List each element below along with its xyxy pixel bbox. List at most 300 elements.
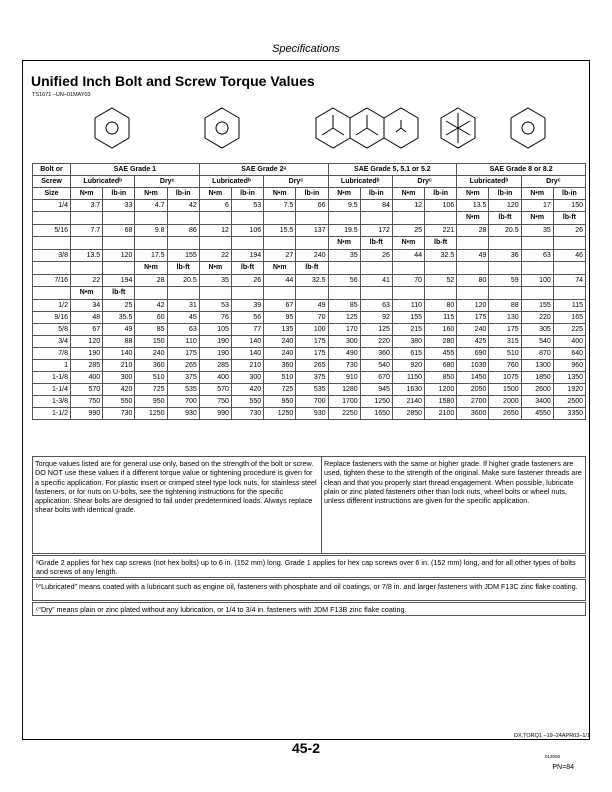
- torque-value: 930: [167, 408, 199, 420]
- bolt-size: 5/16: [33, 225, 71, 237]
- lubricated-header: Lubricatedᵇ: [71, 176, 135, 188]
- table-row: [33, 360, 586, 372]
- torque-value: 17: [521, 200, 553, 212]
- torque-value: 32.5: [296, 275, 328, 287]
- blank-cell: [328, 262, 360, 275]
- torque-value: 2600: [521, 384, 553, 396]
- torque-value: 13.5: [457, 200, 489, 212]
- torque-value: 13.5: [71, 250, 103, 262]
- footer-code: DX,TORQ1 –19–24APR03–1/1: [513, 733, 590, 739]
- table-row: [33, 275, 586, 287]
- grade-header: SAE Grade 2ᵃ: [199, 164, 328, 176]
- bolt-size: 1-3/8: [33, 396, 71, 408]
- torque-value: 535: [296, 384, 328, 396]
- torque-value: 510: [135, 372, 167, 384]
- torque-value: 115: [553, 300, 585, 312]
- torque-value: 2700: [457, 396, 489, 408]
- torque-value: 950: [264, 396, 296, 408]
- blank-cell: [264, 287, 296, 300]
- torque-value: 570: [199, 384, 231, 396]
- torque-value: 730: [328, 360, 360, 372]
- torque-value: 125: [360, 324, 392, 336]
- torque-value: 305: [521, 324, 553, 336]
- torque-value: 1250: [360, 396, 392, 408]
- torque-value: 120: [489, 200, 521, 212]
- torque-value: 670: [360, 372, 392, 384]
- torque-value: 172: [360, 225, 392, 237]
- table-row: [33, 300, 586, 312]
- grade5-bolt-head-icon: [316, 108, 350, 148]
- torque-value: 140: [103, 348, 135, 360]
- torque-value: 360: [360, 348, 392, 360]
- blank-cell: [521, 262, 553, 275]
- torque-value: 690: [457, 348, 489, 360]
- dry-header: Dryᶜ: [135, 176, 199, 188]
- blank-cell: [457, 262, 489, 275]
- unit-header: lb-in: [231, 188, 263, 200]
- torque-value: 910: [328, 372, 360, 384]
- torque-value: 170: [328, 324, 360, 336]
- bolt-size: 1-1/8: [33, 372, 71, 384]
- torque-value: 240: [135, 348, 167, 360]
- torque-value: 2140: [392, 396, 424, 408]
- torque-value: 135: [264, 324, 296, 336]
- lubricated-header: Lubricatedᵇ: [457, 176, 521, 188]
- torque-value: 700: [296, 396, 328, 408]
- torque-value: 48: [71, 312, 103, 324]
- grade5-2-bolt-head-icon: [384, 108, 418, 148]
- torque-value: 100: [521, 275, 553, 287]
- bolt-size: 7/16: [33, 275, 71, 287]
- blank-cell: [135, 287, 167, 300]
- unit-change-label: N•m: [264, 262, 296, 275]
- torque-value: 155: [521, 300, 553, 312]
- torque-value: 88: [103, 336, 135, 348]
- dry-header: Dryᶜ: [264, 176, 328, 188]
- torque-value: 220: [521, 312, 553, 324]
- torque-value: 2100: [425, 408, 457, 420]
- torque-value: 1280: [328, 384, 360, 396]
- torque-value: 3400: [521, 396, 553, 408]
- torque-value: 60: [135, 312, 167, 324]
- unit-header: N•m: [264, 188, 296, 200]
- torque-value: 42: [135, 300, 167, 312]
- torque-value: 2250: [328, 408, 360, 420]
- general-notes: [32, 456, 586, 554]
- torque-value: 550: [103, 396, 135, 408]
- torque-value: 85: [328, 300, 360, 312]
- torque-value: 120: [71, 336, 103, 348]
- torque-value: 425: [457, 336, 489, 348]
- table-row: [33, 348, 586, 360]
- torque-value: 35: [328, 250, 360, 262]
- blank-cell: [135, 212, 167, 225]
- torque-value: 1250: [264, 408, 296, 420]
- torque-value: 615: [392, 348, 424, 360]
- grade8-2-bolt-head-icon: [511, 108, 545, 148]
- torque-value: 2500: [553, 396, 585, 408]
- torque-value: 420: [231, 384, 263, 396]
- page-title: Unified Inch Bolt and Screw Torque Values: [31, 73, 315, 89]
- footnote-a: ᵃGrade 2 applies for hex cap screws (not hex bolts) up to 6 in. (152 mm) long. Grade 1 applies for hex cap screws over 6 in. (152 mm) long, and for all other types of bolts and screws of any length.: [32, 555, 586, 578]
- torque-value: 137: [296, 225, 328, 237]
- blank-cell: [231, 287, 263, 300]
- unit-change-label: N•m: [392, 237, 424, 250]
- torque-value: 6: [199, 200, 231, 212]
- unit-change-label: N•m: [135, 262, 167, 275]
- torque-value: 115: [425, 312, 457, 324]
- torque-value: 540: [360, 360, 392, 372]
- bolt-size: 1: [33, 360, 71, 372]
- torque-value: 31: [167, 300, 199, 312]
- torque-value: 700: [167, 396, 199, 408]
- blank-cell: [199, 212, 231, 225]
- torque-value: 175: [489, 324, 521, 336]
- torque-value: 70: [296, 312, 328, 324]
- torque-value: 110: [167, 336, 199, 348]
- unit-change-row: [33, 287, 586, 300]
- torque-value: 760: [489, 360, 521, 372]
- torque-value: 1450: [457, 372, 489, 384]
- torque-value: 490: [328, 348, 360, 360]
- torque-value: 12: [199, 225, 231, 237]
- torque-value: 49: [103, 324, 135, 336]
- torque-value: 221: [425, 225, 457, 237]
- blank-cell: [296, 287, 328, 300]
- section-header: Specifications: [272, 43, 340, 55]
- blank-cell: [521, 237, 553, 250]
- table-row: [33, 408, 586, 420]
- torque-value: 300: [103, 372, 135, 384]
- blank-cell: [33, 287, 71, 300]
- torque-value: 120: [457, 300, 489, 312]
- torque-value: 375: [167, 372, 199, 384]
- blank-cell: [167, 287, 199, 300]
- torque-value: 1580: [425, 396, 457, 408]
- bolt-size: 7/8: [33, 348, 71, 360]
- note-general-use: Torque values listed are for general use only, based on the strength of the bolt or screw. DO NOT use these values if a different torque value or tightening procedure is given for a specific application. For plastic insert or crimped steel type lock nuts, for stainless steel fasteners, or for nuts on U-bolts, see the tightening instructions for the specific application. Shear bolts are designed to fail under predetermined loads. Always replace shear bolts with identical grade.: [35, 459, 317, 515]
- torque-value: 570: [71, 384, 103, 396]
- grade8-bolt-head-icon: [441, 108, 475, 148]
- torque-value: 990: [71, 408, 103, 420]
- torque-value: 110: [392, 300, 424, 312]
- torque-value: 22: [71, 275, 103, 287]
- unit-change-label: lb-ft: [553, 212, 585, 225]
- unit-header: lb-in: [425, 188, 457, 200]
- torque-value: 105: [199, 324, 231, 336]
- torque-value: 730: [231, 408, 263, 420]
- torque-value: 400: [199, 372, 231, 384]
- torque-value: 106: [425, 200, 457, 212]
- torque-value: 49: [296, 300, 328, 312]
- torque-value: 67: [71, 324, 103, 336]
- table-row: [33, 324, 586, 336]
- blank-cell: [392, 212, 424, 225]
- torque-value: 1030: [457, 360, 489, 372]
- torque-value: 39: [231, 300, 263, 312]
- bolt-size: 3/4: [33, 336, 71, 348]
- torque-value: 455: [425, 348, 457, 360]
- blank-cell: [457, 287, 489, 300]
- reference-code: TS1671 –UN–01MAY03: [32, 92, 91, 98]
- torque-value: 950: [135, 396, 167, 408]
- blank-cell: [425, 262, 457, 275]
- torque-value: 46: [553, 250, 585, 262]
- blank-cell: [296, 237, 328, 250]
- blank-cell: [489, 237, 521, 250]
- torque-value: 35: [521, 225, 553, 237]
- blank-cell: [489, 262, 521, 275]
- torque-value: 280: [425, 336, 457, 348]
- torque-value: 12: [392, 200, 424, 212]
- torque-value: 150: [553, 200, 585, 212]
- torque-value: 100: [296, 324, 328, 336]
- unit-change-label: lb-ft: [489, 212, 521, 225]
- torque-value: 74: [553, 275, 585, 287]
- unit-change-label: lb-ft: [231, 262, 263, 275]
- notes-divider: [321, 457, 322, 553]
- torque-value: 130: [489, 312, 521, 324]
- torque-value: 49: [457, 250, 489, 262]
- bolt-size: 1/2: [33, 300, 71, 312]
- torque-value: 990: [199, 408, 231, 420]
- unit-change-label: N•m: [328, 237, 360, 250]
- unit-header: N•m: [135, 188, 167, 200]
- torque-value: 1650: [360, 408, 392, 420]
- blank-cell: [231, 237, 263, 250]
- blank-cell: [71, 237, 103, 250]
- blank-cell: [103, 237, 135, 250]
- torque-value: 36: [489, 250, 521, 262]
- blank-cell: [103, 262, 135, 275]
- bolt-size: 9/16: [33, 312, 71, 324]
- torque-value: 730: [103, 408, 135, 420]
- torque-value: 76: [199, 312, 231, 324]
- torque-value: 360: [264, 360, 296, 372]
- pn-label: PN=84: [552, 764, 574, 771]
- page-number: 45-2: [291, 740, 321, 756]
- torque-value: 1300: [521, 360, 553, 372]
- torque-value: 45: [167, 312, 199, 324]
- torque-value: 32.5: [425, 250, 457, 262]
- torque-value: 510: [264, 372, 296, 384]
- blank-cell: [328, 212, 360, 225]
- torque-value: 120: [103, 250, 135, 262]
- torque-value: 88: [489, 300, 521, 312]
- grade1-bolt-head-icon: [95, 108, 129, 148]
- torque-value: 26: [360, 250, 392, 262]
- torque-value: 26: [231, 275, 263, 287]
- torque-value: 285: [199, 360, 231, 372]
- torque-value: 210: [231, 360, 263, 372]
- torque-value: 920: [392, 360, 424, 372]
- header-row-units: [33, 188, 586, 200]
- blank-cell: [199, 237, 231, 250]
- torque-value: 1250: [135, 408, 167, 420]
- col-head-bolt: Bolt or: [33, 164, 71, 176]
- blank-cell: [264, 237, 296, 250]
- torque-value: 210: [103, 360, 135, 372]
- torque-value: 360: [135, 360, 167, 372]
- torque-value: 84: [360, 200, 392, 212]
- torque-value: 66: [296, 200, 328, 212]
- blank-cell: [553, 237, 585, 250]
- blank-cell: [489, 287, 521, 300]
- torque-value: 265: [167, 360, 199, 372]
- torque-value: 265: [296, 360, 328, 372]
- table-row: [33, 372, 586, 384]
- torque-value: 140: [231, 336, 263, 348]
- unit-header: N•m: [392, 188, 424, 200]
- torque-value: 640: [553, 348, 585, 360]
- torque-value: 175: [457, 312, 489, 324]
- torque-value: 2650: [489, 408, 521, 420]
- torque-value: 300: [328, 336, 360, 348]
- header-row-grades: [33, 164, 586, 176]
- torque-value: 1920: [553, 384, 585, 396]
- torque-value: 80: [425, 300, 457, 312]
- blank-cell: [360, 262, 392, 275]
- blank-cell: [392, 287, 424, 300]
- blank-cell: [296, 212, 328, 225]
- torque-value: 194: [231, 250, 263, 262]
- torque-value: 56: [231, 312, 263, 324]
- torque-value: 25: [392, 225, 424, 237]
- unit-header: N•m: [521, 188, 553, 200]
- blank-cell: [328, 287, 360, 300]
- torque-value: 106: [231, 225, 263, 237]
- torque-value: 25: [103, 300, 135, 312]
- unit-header: lb-in: [553, 188, 585, 200]
- torque-value: 59: [489, 275, 521, 287]
- torque-value: 194: [103, 275, 135, 287]
- torque-value: 240: [296, 250, 328, 262]
- torque-value: 68: [103, 225, 135, 237]
- blank-cell: [360, 287, 392, 300]
- torque-value: 95: [264, 312, 296, 324]
- torque-value: 17.5: [135, 250, 167, 262]
- torque-value: 44: [264, 275, 296, 287]
- torque-value: 44: [392, 250, 424, 262]
- table-row: [33, 250, 586, 262]
- torque-value: 540: [521, 336, 553, 348]
- torque-value: 380: [392, 336, 424, 348]
- bolt-size: 1-1/2: [33, 408, 71, 420]
- unit-header: N•m: [71, 188, 103, 200]
- blank-cell: [425, 212, 457, 225]
- torque-value: 1350: [553, 372, 585, 384]
- blank-cell: [360, 212, 392, 225]
- torque-value: 725: [135, 384, 167, 396]
- torque-value: 34: [71, 300, 103, 312]
- unit-header: N•m: [199, 188, 231, 200]
- torque-value: 3600: [457, 408, 489, 420]
- footnote-b: ᵇ“Lubricated” means coated with a lubricant such as engine oil, fasteners with phosphate and oil coatings, or 7/8 in. and larger fasteners with JDM F13C zinc flake coating.: [32, 579, 586, 601]
- torque-value: 28: [135, 275, 167, 287]
- torque-value: 375: [296, 372, 328, 384]
- torque-value: 150: [135, 336, 167, 348]
- torque-value: 86: [167, 225, 199, 237]
- torque-value: 77: [231, 324, 263, 336]
- torque-value: 215: [392, 324, 424, 336]
- torque-value: 1700: [328, 396, 360, 408]
- torque-value: 420: [103, 384, 135, 396]
- torque-value: 680: [425, 360, 457, 372]
- torque-value: 35: [199, 275, 231, 287]
- torque-value: 175: [296, 336, 328, 348]
- torque-value: 155: [392, 312, 424, 324]
- torque-value: 125: [328, 312, 360, 324]
- torque-value: 160: [425, 324, 457, 336]
- footnote-c: ᶜ“Dry” means plain or zinc plated without any lubrication, or 1/4 to 3/4 in. fasteners with JDM F13B zinc flake coating.: [32, 602, 586, 616]
- unit-header: lb-in: [167, 188, 199, 200]
- bolt-size: 3/8: [33, 250, 71, 262]
- blank-cell: [553, 262, 585, 275]
- blank-cell: [264, 212, 296, 225]
- torque-value: 2850: [392, 408, 424, 420]
- unit-header: N•m: [328, 188, 360, 200]
- unit-change-label: lb-ft: [167, 262, 199, 275]
- torque-value: 19.5: [328, 225, 360, 237]
- torque-value: 42: [167, 200, 199, 212]
- torque-value: 140: [231, 348, 263, 360]
- blank-cell: [521, 287, 553, 300]
- unit-change-label: lb-ft: [103, 287, 135, 300]
- torque-value: 63: [360, 300, 392, 312]
- torque-value: 240: [457, 324, 489, 336]
- torque-value: 1500: [489, 384, 521, 396]
- torque-value: 165: [553, 312, 585, 324]
- torque-value: 225: [553, 324, 585, 336]
- torque-value: 70: [392, 275, 424, 287]
- blank-cell: [199, 287, 231, 300]
- bolt-size: 1-1/4: [33, 384, 71, 396]
- note-replace-fasteners: Replace fasteners with the same or higher grade. If higher grade fasteners are used, tighten these to the strength of the original. Make sure fastener threads are clean and that you properly start thread engagement. When possible, lubricate plain or zinc plated fasteners other than lock nuts, wheel bolts or wheel nuts, unless different instructions are given for the specific application.: [324, 459, 582, 506]
- grade2-bolt-head-icon: [205, 108, 239, 148]
- torque-value: 56: [328, 275, 360, 287]
- torque-value: 15.5: [264, 225, 296, 237]
- col-head-size: Size: [33, 188, 71, 200]
- torque-value: 20.5: [489, 225, 521, 237]
- torque-value: 28: [457, 225, 489, 237]
- torque-value: 63: [521, 250, 553, 262]
- table-row: [33, 312, 586, 324]
- torque-value: 550: [231, 396, 263, 408]
- torque-value: 725: [264, 384, 296, 396]
- torque-value: 26: [553, 225, 585, 237]
- table-row: [33, 336, 586, 348]
- torque-value: 190: [71, 348, 103, 360]
- blank-cell: [167, 212, 199, 225]
- torque-value: 535: [167, 384, 199, 396]
- torque-value: 1075: [489, 372, 521, 384]
- torque-value: 3350: [553, 408, 585, 420]
- torque-value: 750: [199, 396, 231, 408]
- blank-cell: [425, 287, 457, 300]
- blank-cell: [71, 212, 103, 225]
- grade5-1-bolt-head-icon: [350, 108, 384, 148]
- grade-header: SAE Grade 1: [71, 164, 200, 176]
- blank-cell: [33, 262, 71, 275]
- torque-value: 300: [231, 372, 263, 384]
- small-code: 013006: [544, 754, 560, 759]
- grade-header: SAE Grade 5, 5.1 or 5.2: [328, 164, 457, 176]
- torque-value: 35.5: [103, 312, 135, 324]
- torque-value: 53: [199, 300, 231, 312]
- unit-change-label: N•m: [457, 212, 489, 225]
- blank-cell: [167, 237, 199, 250]
- torque-value: 67: [264, 300, 296, 312]
